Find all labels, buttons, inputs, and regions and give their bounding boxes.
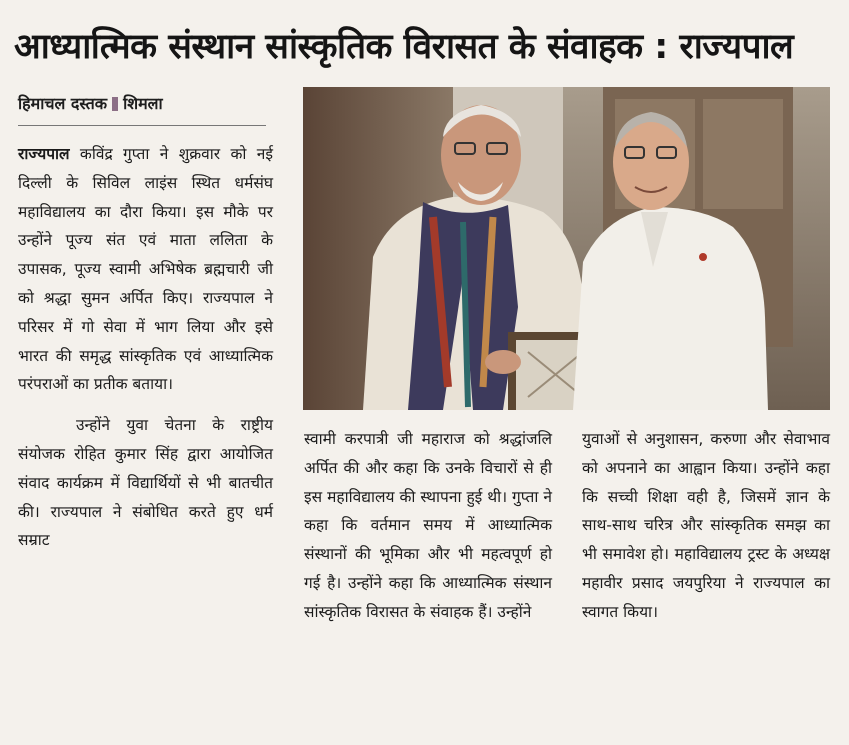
column-2 (304, 425, 552, 627)
byline (18, 92, 163, 116)
byline-rule (18, 125, 266, 126)
byline-location: शिमला (123, 94, 163, 113)
column-1 (18, 140, 273, 555)
column-3 (582, 425, 830, 627)
column-1-paragraph-2: उन्होंने युवा चेतना के राष्ट्रीय संयोजक रोहित कुमार सिंह द्वारा आयोजित संवाद कार्यक्रम में विद्यार्थियों से भी बातचीत की। राज्यपाल ने संबोधित करते हुए धर्म सम्राट (18, 416, 273, 550)
lead-word: राज्यपाल (18, 145, 70, 163)
column-1-paragraph-1 (18, 140, 273, 399)
byline-source: हिमाचल दस्तक (18, 94, 108, 113)
column-1-text-1: कविंद्र गुप्ता ने शुक्रवार को नई दिल्ली के सिविल लाइंस स्थित धर्मसंघ महाविद्यालय का दौरा किया। इस मौके पर उन्होंने पूज्य संत एवं माता ललिता के उपासक, पूज्य स्वामी अभिषेक ब्रह्मचारी जी को श्रद्धा सुमन अर्पित किए। राज्यपाल ने परिसर में गो सेवा में भाग लिया और इसे भारत की समृद्ध सांस्कृतिक एवं आध्यात्मिक परंपराओं का प्रतीक बताया। (18, 145, 273, 394)
column-2-paragraph: स्वामी करपात्री जी महाराज को श्रद्धांजलि अर्पित की और कहा कि उनके विचारों से ही इस महाविद्यालय की स्थापना हुई थी। गुप्ता ने कहा कि वर्तमान समय में आध्यात्मिक संस्थानों की भूमिका और भी महत्वपूर्ण हो गई है। उन्होंने कहा कि आध्यात्मिक संस्थान सांस्कृतिक विरासत के संवाहक हैं। उन्होंने (304, 430, 552, 621)
column-3-paragraph: युवाओं से अनुशासन, करुणा और सेवाभाव को अपनाने का आह्वान किया। उन्होंने कहा कि सच्ची शिक्षा वही है, जिसमें ज्ञान के साथ-साथ चरित्र और सांस्कृतिक समझ का भी समावेश हो। महाविद्यालय ट्रस्ट के अध्यक्ष महावीर प्रसाद जयपुरिया ने राज्यपाल का स्वागत किया। (582, 430, 830, 621)
photo-illustration (303, 87, 830, 410)
headline: आध्यात्मिक संस्थान सांस्कृतिक विरासत के संवाहक : राज्यपाल (14, 27, 794, 67)
news-photo (303, 87, 830, 410)
byline-separator (112, 97, 118, 111)
